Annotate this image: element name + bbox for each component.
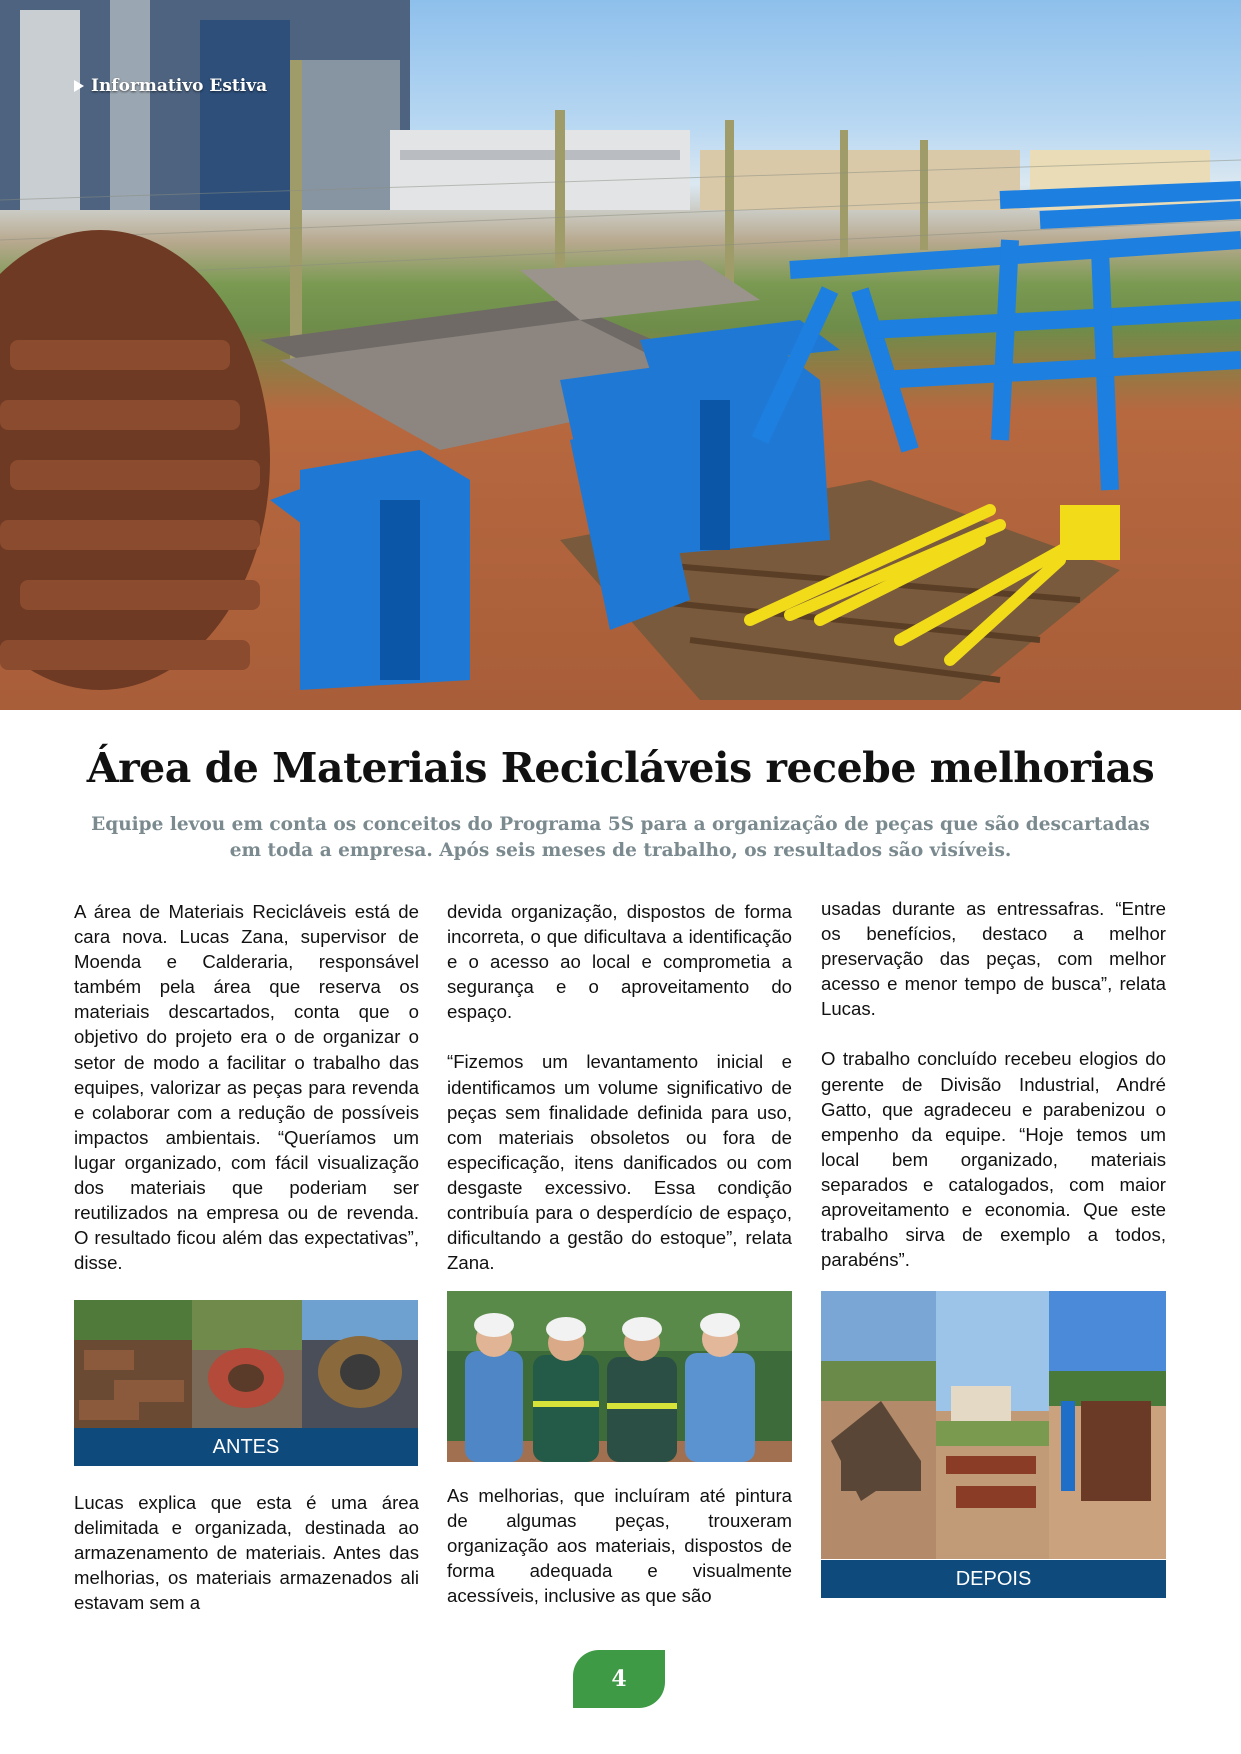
before-photo [74, 1300, 418, 1428]
article-title: Área de Materiais Recicláveis recebe melhorias [86, 744, 1155, 792]
paragraph: “Fizemos um levantamento inicial e identificamos um volume significativo de peças sem finalidade definida para uso, com materiais obsoletos ou fora de especificação, itens danificados ou com desgaste excessivo. Essa condição contribuía para o desperdício de espaço, dificultando a gestão do estoque”, relata Zana. [447, 1051, 792, 1274]
after-photo-collage [821, 1291, 1166, 1559]
paragraph: Lucas explica que esta é uma área delimitada e organizada, destinada ao armazenamento de materiais. Antes das melhorias, os materiais armazenados ali estavam sem a [74, 1492, 419, 1614]
play-triangle-icon [74, 80, 84, 92]
after-photo [821, 1291, 1166, 1559]
paragraph: usadas durante as entressafras. “Entre os benefícios, destaco a melhor preservação das peças, com melhor acesso e menor tempo de busca”, relata Lucas. [821, 898, 1166, 1020]
before-photo-collage [74, 1300, 418, 1428]
column-1-top [74, 899, 419, 1275]
hero-illustration [0, 0, 1241, 710]
section-label-text: Informativo Estiva [91, 76, 268, 96]
column-2-bottom [447, 1483, 792, 1608]
section-label [74, 76, 267, 96]
paragraph: devida organização, dispostos de forma incorreta, o que dificultava a identificação e o acesso ao local e comprometia a segurança e o aproveitamento do espaço. [447, 901, 792, 1023]
article-subtitle: Equipe levou em conta os conceitos do Programa 5S para a organização de peças que são descartadas em toda a empresa. Após seis meses de trabalho, os resultados são visíveis. [91, 814, 1150, 861]
before-caption: ANTES [74, 1428, 418, 1466]
column-3-top [821, 896, 1166, 1272]
paragraph: A área de Materiais Recicláveis está de cara nova. Lucas Zana, supervisor de Moenda e Calderaria, responsável também pela área que reserva os materiais descartados, conta que o objetivo do projeto era o de organizar o setor de modo a facilitar o trabalho das equipes, valorizar as peças para revenda e colaborar com a redução de possíveis impactos ambientais. “Queríamos um lugar organizado, com fácil visualização dos materiais que poderiam ser reutilizados na empresa ou de revenda. O resultado ficou além das expectativas”, disse. [74, 901, 419, 1274]
team-photo [447, 1291, 792, 1462]
page-number-badge [573, 1650, 665, 1708]
team-photo-illustration [447, 1291, 792, 1462]
column-2-top [447, 899, 792, 1275]
paragraph: O trabalho concluído recebeu elogios do gerente de Divisão Industrial, André Gatto, que agradeceu e parabenizou o empenho da equipe. “Hoje temos um local bem organizado, materiais separados e catalogados, com maior aproveitamento e economia. Que este trabalho sirva de exemplo a todos, parabéns”. [821, 1048, 1166, 1271]
hero-photo [0, 0, 1241, 710]
paragraph: As melhorias, que incluíram até pintura de algumas peças, trouxeram organização aos materiais, dispostos de forma adequada e visualmente acessíveis, inclusive as que são [447, 1485, 792, 1607]
page-number: 4 [611, 1666, 627, 1692]
after-caption: DEPOIS [821, 1560, 1166, 1598]
column-1-bottom [74, 1490, 419, 1615]
